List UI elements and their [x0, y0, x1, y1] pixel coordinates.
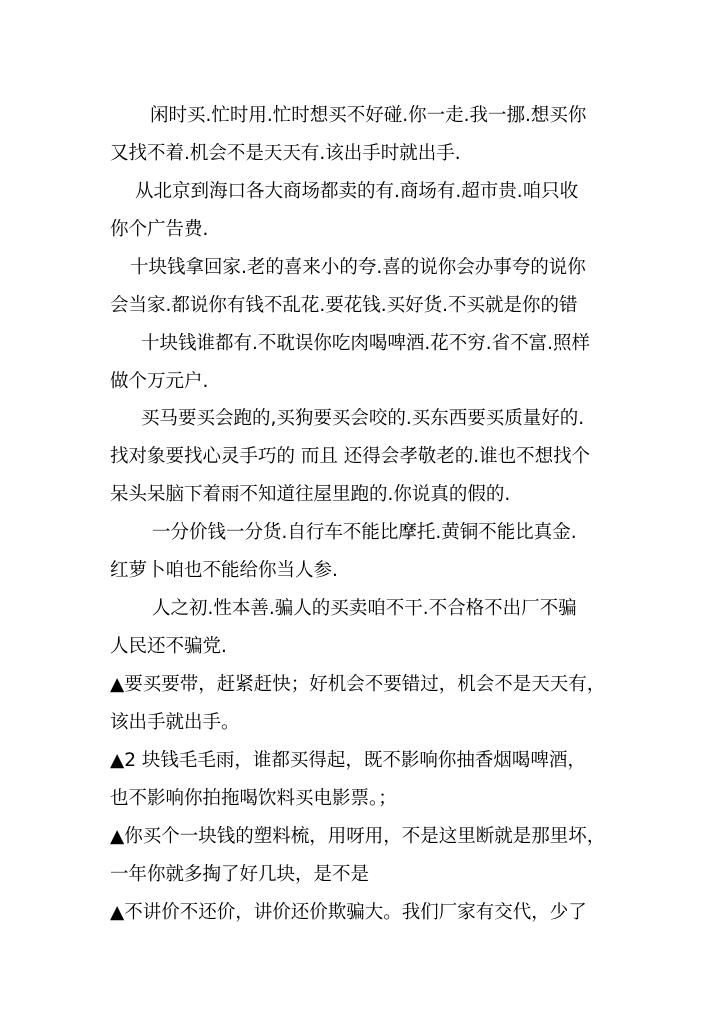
text-line-20: ▲你买个一块钱的塑料梳，用呀用，不是这里断就是那里坏， [110, 826, 606, 847]
text-line-10: 找对象要找心灵手巧的 而且 还得会孝敬老的.谁也不想找个 [110, 446, 591, 467]
text-line-5: 十块钱拿回家.老的喜来小的夸.喜的说你会办事夸的说你 [130, 257, 586, 278]
text-line-4: 你个广告费. [110, 219, 209, 240]
text-line-2: 又找不着.机会不是天天有.该出手时就出手. [110, 143, 461, 164]
text-line-7: 十块钱谁都有.不耽误你吃肉喝啤酒.花不穷.省不富.照样 [141, 333, 591, 354]
text-line-17: 该出手就出手。 [110, 712, 240, 733]
text-line-19: 也不影响你拍拖喝饮料买电影票。； [110, 788, 397, 809]
text-line-6: 会当家.都说你有钱不乱花.要花钱.买好货.不买就是你的错 [110, 295, 578, 316]
text-line-3: 从北京到海口各大商场都卖的有.商场有.超市贵.咱只收 [135, 181, 579, 202]
text-line-9: 买马要买会跑的,买狗要买会咬的.买东西要买质量好的. [141, 408, 585, 429]
text-line-18: ▲2 块钱毛毛雨，谁都买得起，既不影响你抽香烟喝啤酒， [110, 750, 586, 771]
text-line-12: 一分价钱一分货.自行车不能比摩托.黄铜不能比真金. [152, 522, 577, 543]
text-line-22: ▲不讲价不还价，讲价还价欺骗大。我们厂家有交代，少了 [110, 902, 587, 923]
text-line-8: 做个万元户. [110, 371, 209, 392]
text-line-14: 人之初.性本善.骗人的买卖咱不干.不合格不出厂不骗 [152, 598, 577, 619]
text-line-11: 呆头呆脑下着雨不知道往屋里跑的.你说真的假的. [110, 484, 511, 505]
text-line-15: 人民还不骗党. [110, 636, 227, 657]
text-line-1: 闲时买.忙时用.忙时想买不好碰.你一走.我一挪.想买你 [150, 105, 587, 126]
text-line-21: 一年你就多掏了好几块，是不是 [110, 864, 370, 885]
text-line-16: ▲要买要带，赶紧赶快；好机会不要错过，机会不是天天有， [110, 674, 606, 695]
text-line-13: 红萝卜咱也不能给你当人参. [110, 560, 338, 581]
